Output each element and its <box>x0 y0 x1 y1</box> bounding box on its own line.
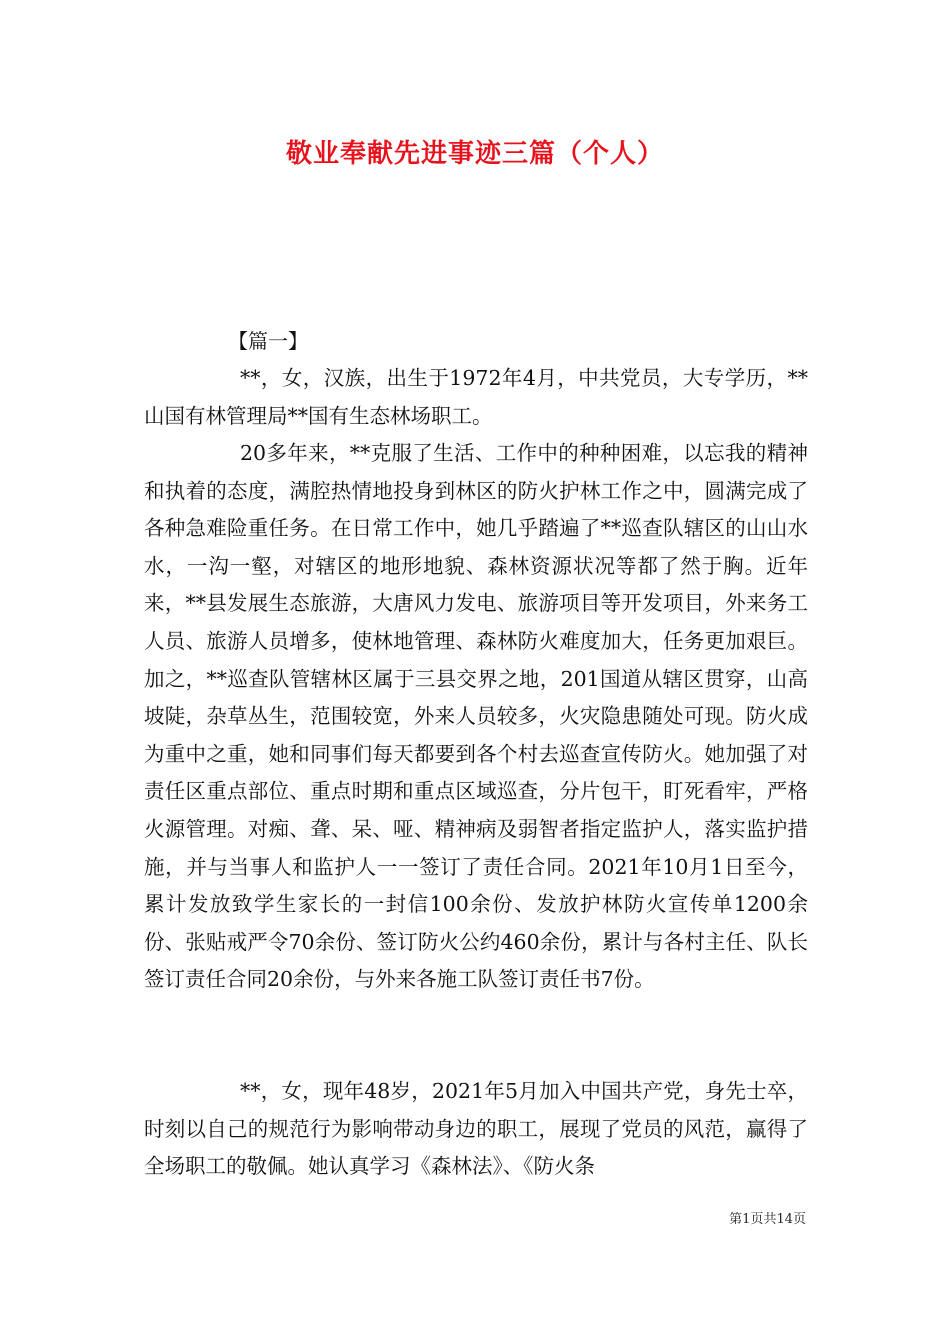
page-number-footer: 第1页共14页 <box>729 1212 806 1227</box>
section-heading: 【篇一】 <box>228 329 308 353</box>
paragraph-3: **，女，现年48岁，2021年5月加入中国共产党，身先士卒，时刻以自己的规范行为影响带动身边的职工，展现了党员的风范，赢得了全场职工的敬佩。她认真学习《森林法》、《防火条 <box>144 1079 808 1179</box>
paragraph-2: 20多年来，**克服了生活、工作中的种种困难，以忘我的精神和执着的态度，满腔热情地投身到林区的防火护林工作之中，圆满完成了各种急难险重任务。在日常工作中，她几乎踏遍了**巡查队辖区的山山水水，一沟一壑，对辖区的地形地貌、森林资源状况等都了然于胸。近年来，**县发展生态旅游，大唐风力发电、旅游项目等开发项目，外来务工人员、旅游人员增多，使林地管理、森林防火难度加大，任务更加艰巨。加之，**巡查队管辖林区属于三县交界之地，201国道从辖区贯穿，山高坡陡，杂草丛生，范围较宽，外来人员较多，火灾隐患随处可现。防火成为重中之重，她和同事们每天都要到各个村去巡查宣传防火。她加强了对责任区重点部位、重点时期和重点区域巡查，分片包干，盯死看牢，严格火源管理。对痴、聋、呆、哑、精神病及弱智者指定监护人，落实监护措施，并与当事人和监护人一一签订了责任合同。2021年10月1日至今，累计发放致学生家长的一封信100余份、发放护林防火宣传单1200余份、张贴戒严令70余份、签订防火公约460余份，累计与各村主任、队长签订责任合同20余份，与外来各施工队签订责任书7份。 <box>144 441 808 992</box>
document-title: 敬业奉献先进事迹三篇（个人） <box>285 139 664 169</box>
paragraph-1: **，女，汉族，出生于1972年4月，中共党员，大专学历，**山国有林管理局**国有生态林场职工。 <box>144 366 808 428</box>
